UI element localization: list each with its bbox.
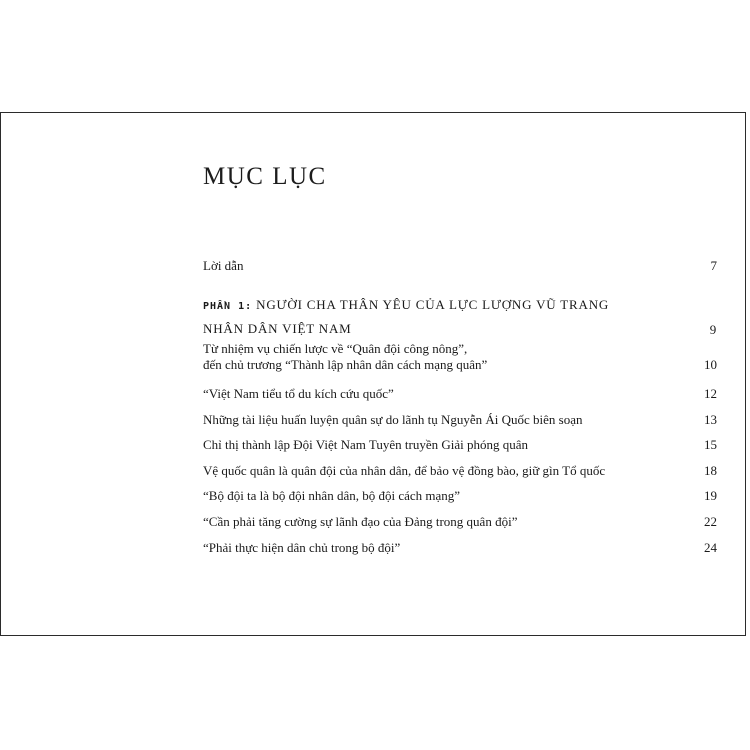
entry-title-line2: đến chủ trương “Thành lập nhân dân cách mạng quân” <box>203 357 488 373</box>
toc-entry-intro <box>203 258 717 274</box>
toc-title: MỤC LỤC <box>203 163 327 190</box>
entry-page: 10 <box>704 357 717 373</box>
toc-entry <box>203 412 717 428</box>
entry-title: Chỉ thị thành lập Đội Việt Nam Tuyên truyền Giải phóng quân <box>203 437 529 452</box>
page-frame <box>0 112 746 636</box>
part-title-line1: NGƯỜI CHA THÂN YÊU CỦA LỰC LƯỢNG VŨ TRANG <box>256 297 610 312</box>
part-title-line2: NHÂN DÂN VIỆT NAM <box>203 321 352 336</box>
entry-page: 15 <box>704 437 717 452</box>
toc-entry <box>203 386 717 402</box>
toc-entry <box>203 540 717 556</box>
entry-title: “Cần phải tăng cường sự lãnh đạo của Đảng trong quân đội” <box>203 514 518 529</box>
entry-title-line1: Từ nhiệm vụ chiến lược về “Quân đội công nông”, <box>203 341 468 356</box>
entry-title: “Việt Nam tiểu tổ du kích cứu quốc” <box>203 386 394 401</box>
entry-title: Lời dẫn <box>203 258 244 273</box>
entry-page: 18 <box>704 463 717 478</box>
entry-title: “Phải thực hiện dân chủ trong bộ đội” <box>203 540 401 555</box>
entry-page: 24 <box>704 540 717 555</box>
entry-page: 19 <box>704 488 717 503</box>
entry-title: “Bộ đội ta là bộ đội nhân dân, bộ đội cách mạng” <box>203 488 461 503</box>
toc-entry <box>203 514 717 530</box>
toc-entry <box>203 488 717 504</box>
entry-page: 7 <box>710 258 717 273</box>
entry-title: Vệ quốc quân là quân đội của nhân dân, để bảo vệ đồng bào, giữ gìn Tổ quốc <box>203 463 606 478</box>
toc-entry <box>203 463 717 479</box>
part-page: 9 <box>709 321 717 337</box>
entry-page: 13 <box>704 412 717 427</box>
toc-entry <box>203 341 717 374</box>
entry-page: 12 <box>704 386 717 401</box>
toc-entry <box>203 437 717 453</box>
entry-page: 22 <box>704 514 717 529</box>
part-label: PHẦN 1: <box>203 301 253 312</box>
toc-part-1 <box>203 294 717 340</box>
entry-title: Những tài liệu huấn luyện quân sự do lãnh tụ Nguyễn Ái Quốc biên soạn <box>203 412 583 427</box>
